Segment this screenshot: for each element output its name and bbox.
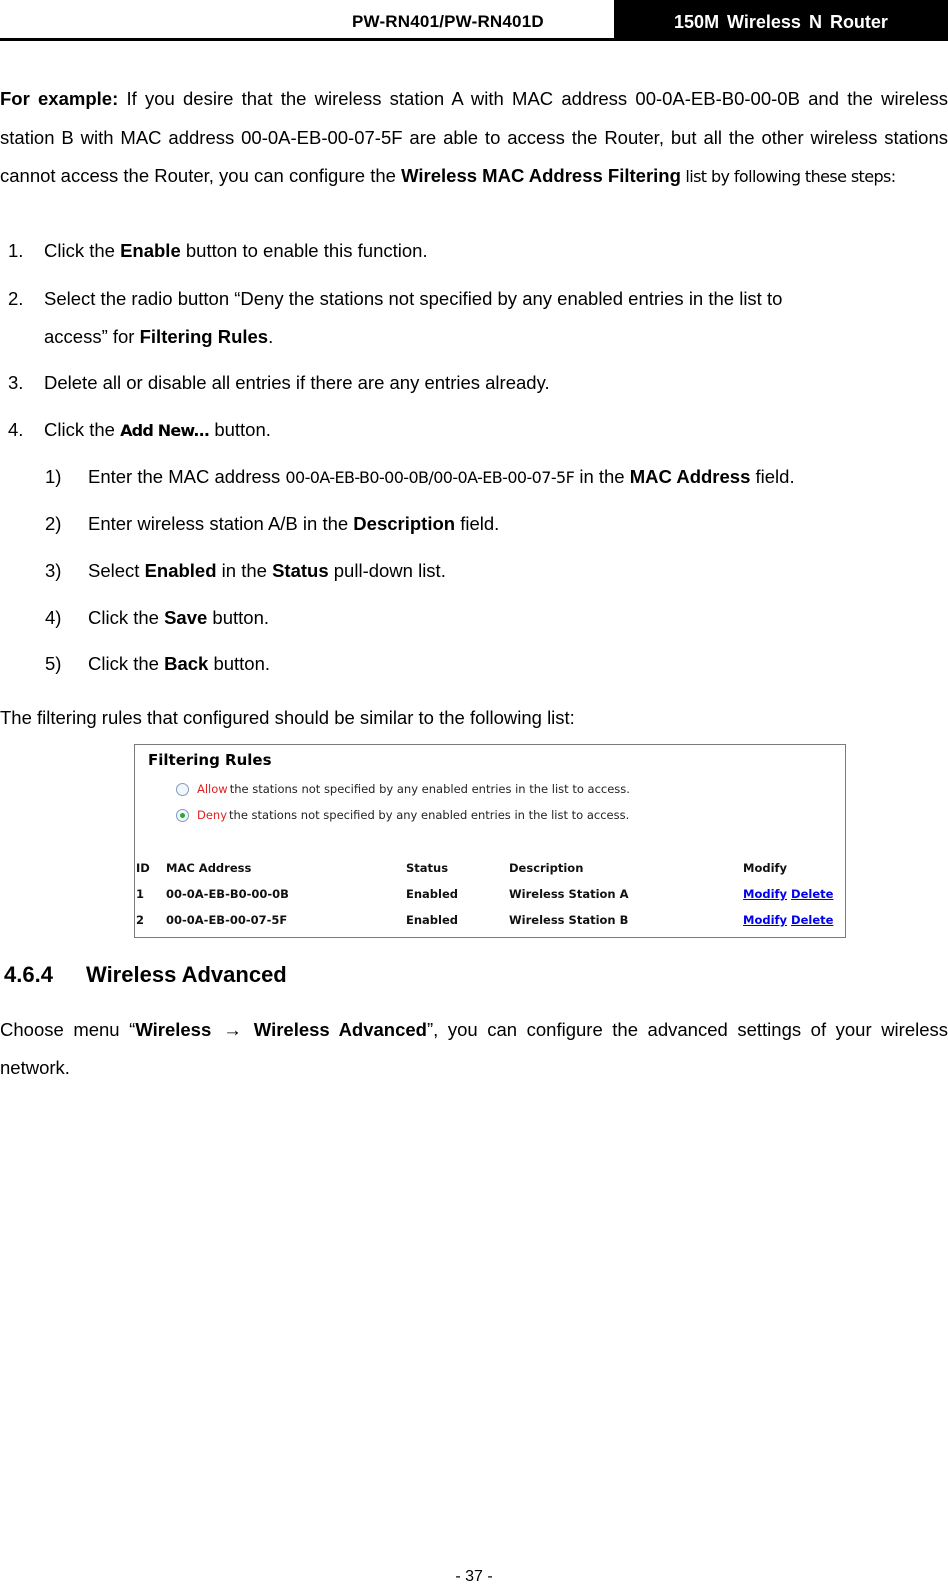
row2-actions [743,913,833,927]
row1-status: Enabled [406,887,459,901]
step-number: 2. [8,288,24,309]
substep-number: 1) [45,466,62,487]
intro-paragraph [0,80,948,197]
header-rule [0,38,948,41]
filtering-rules-figure [134,744,846,938]
row2-id: 2 [136,913,145,927]
substep-text: Enter wireless station A/B in the Description field. [88,513,500,534]
col-status: Status [406,861,449,875]
substep-number: 4) [45,607,62,628]
allow-keyword: Allow [197,782,228,796]
step-2 [0,280,948,360]
substep-number: 5) [45,653,62,674]
allow-radio[interactable] [176,783,189,796]
substep-number: 2) [45,513,62,534]
step-text: Click the Add New... button. [44,419,271,440]
row1-delete-link[interactable]: Delete [791,887,834,901]
intro-tail: list by following these steps: [680,167,896,186]
deny-option[interactable] [176,806,629,824]
step-3 [0,364,948,402]
col-id: ID [136,861,150,875]
header-product: 150M Wireless N Router [614,0,948,40]
row1-actions [743,887,833,901]
step-number: 3. [8,372,24,393]
col-mac: MAC Address [166,861,252,875]
intro-text: If you desire that the wireless station A with MAC address 00-0A-EB-B0-00-0B and the wireless station B with MAC address 00-0A-EB-00-07-5F are able to access the Router, but all the other wireless stations cannot access the Router, you can configure the [0,88,948,186]
substep-text: Enter the MAC address 00-0A-EB-B0-00-0B/00-0A-EB-00-07-5F in the MAC Address field. [88,466,795,487]
step-text: Click the Enable button to enable this function. [44,240,428,261]
step-text: Delete all or disable all entries if there are any entries already. [44,372,550,393]
row1-description: Wireless Station A [509,887,629,901]
col-modify: Modify [743,861,788,875]
substep-5 [0,645,948,683]
step-text-line2: access” for Filtering Rules. [44,326,274,347]
row2-delete-link[interactable]: Delete [791,913,834,927]
col-description: Description [509,861,584,875]
row1-modify-link[interactable]: Modify [743,887,788,901]
figure-title: Filtering Rules [148,751,272,769]
row2-status: Enabled [406,913,459,927]
add-new-label: Add New... [120,421,210,440]
step-4 [0,411,948,449]
section-title: Wireless Advanced [86,962,287,987]
substep-1 [0,458,948,496]
page-number: - 37 - [455,1568,493,1585]
step-number: 4. [8,419,24,440]
deny-option-text: the stations not specified by any enabled entries in the list to access. [229,808,630,822]
step-text-line1: Select the radio button “Deny the stations not specified by any enabled entries in the list to [44,288,783,309]
step-number: 1. [8,240,24,261]
intro-lead: For example: [0,88,119,109]
row1-id: 1 [136,887,145,901]
list-intro: The filtering rules that configured should be similar to the following list: [0,707,575,728]
allow-option[interactable] [176,780,630,798]
substep-text: Click the Back button. [88,653,271,674]
row2-mac: 00-0A-EB-00-07-5F [166,913,288,927]
page-header [0,0,948,44]
row2-description: Wireless Station B [509,913,629,927]
substep-4 [0,599,948,637]
menu-wireless: Wireless [135,1019,212,1040]
substep-number: 3) [45,560,62,581]
section-number: 4.6.4 [4,962,53,987]
section-paragraph: Choose menu “Wireless → Wireless Advanced”, you can configure the advanced settings of your wireless network. [0,1011,948,1087]
substep-2 [0,505,948,543]
header-model: PW-RN401/PW-RN401D [352,12,544,31]
intro-bold-term: Wireless MAC Address Filtering [401,165,681,186]
deny-radio[interactable] [176,809,189,822]
menu-wireless-advanced: Wireless Advanced [253,1019,427,1040]
step-1 [0,232,948,270]
allow-option-text: the stations not specified by any enabled entries in the list to access. [229,782,630,796]
substep-3 [0,552,948,590]
menu-arrow-icon: → [223,1019,242,1040]
substep-text: Select Enabled in the Status pull-down list. [88,560,446,581]
deny-keyword: Deny [197,808,228,822]
row1-mac: 00-0A-EB-B0-00-0B [166,887,289,901]
substep-text: Click the Save button. [88,607,270,628]
row2-modify-link[interactable]: Modify [743,913,788,927]
